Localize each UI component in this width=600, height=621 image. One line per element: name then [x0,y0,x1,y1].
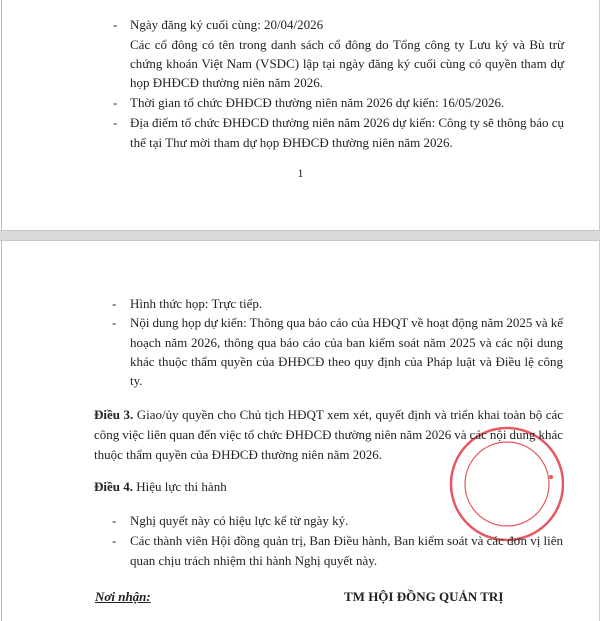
bullet: - [113,115,118,130]
text-line: thuộc thẩm quyền của ĐHĐCĐ thường niên năm 2026. [94,447,382,462]
text-line: quan chịu trách nhiệm thi hành Nghị quyết này. [130,553,378,568]
text-line: Hình thức họp: Trực tiếp. [130,296,263,311]
text-line: Thời gian tổ chức ĐHĐCĐ thường niên năm 2026 dự kiến: 16/05/2026. [130,95,505,110]
text-line: họp ĐHĐCĐ thường niên năm 2026. [130,75,324,90]
recipients-label: Nơi nhận: [95,589,151,604]
bullet: - [112,296,117,311]
signatory-title: TM HỘI ĐỒNG QUẢN TRỊ [344,589,504,604]
article-4-title: Hiệu lực thi hành [133,479,227,494]
bullet: - [112,513,117,528]
text-line: Các cổ đông có tên trong danh sách cổ đông do Tổng công ty Lưu ký và Bù trừ [130,37,564,52]
bullet: - [113,95,118,110]
article-4-heading-line [94,479,227,495]
bullet: - [112,533,117,548]
bullet: - [113,17,118,32]
article-4-heading: Điều 4. [94,479,133,494]
text-line: ty. [130,373,143,388]
text-line: Ngày đăng ký cuối cùng: 20/04/2026 [130,17,324,32]
text-line: khác thuộc thẩm quyền của ĐHĐCĐ theo quy định của Pháp luật và Điều lệ công [130,354,563,369]
text-line: thể tại Thư mời tham dự họp ĐHĐCĐ thường niên năm 2026. [130,135,453,150]
text-line: công việc liên quan đến việc tổ chức ĐHĐCĐ thường niên năm 2026 và các nội dung khác [94,427,563,442]
text-line: Nội dung họp dự kiến: Thông qua báo cáo của HĐQT về hoạt động năm 2025 và kế [130,315,563,330]
document-page-2 [1,241,600,621]
text-line: Địa điểm tổ chức ĐHĐCĐ thường niên năm 2026 dự kiến: Công ty sẽ thông báo cụ [130,115,564,130]
page-separator [0,230,600,241]
text-line: Giao/ủy quyền cho Chủ tịch HĐQT xem xét, quyết định và triển khai toàn bộ các [133,407,563,422]
text-line: hoạch năm 2026, thông qua báo cáo của ban kiểm soát năm 2025 và các nội dung [130,335,563,350]
page-number: 1 [297,166,304,180]
article-3-first-line [94,407,563,423]
text-line: chứng khoán Việt Nam (VSDC) lập tại ngày đăng ký cuối cùng có quyền tham dự [130,56,564,71]
document-page-1 [1,0,600,230]
text-line: Các thành viên Hội đồng quản trị, Ban Điều hành, Ban kiểm soát và các đơn vị liên [130,533,563,548]
bullet: - [112,315,117,330]
text-line: Nghị quyết này có hiệu lực kể từ ngày ký. [130,513,349,528]
article-3-heading: Điều 3. [94,407,134,422]
